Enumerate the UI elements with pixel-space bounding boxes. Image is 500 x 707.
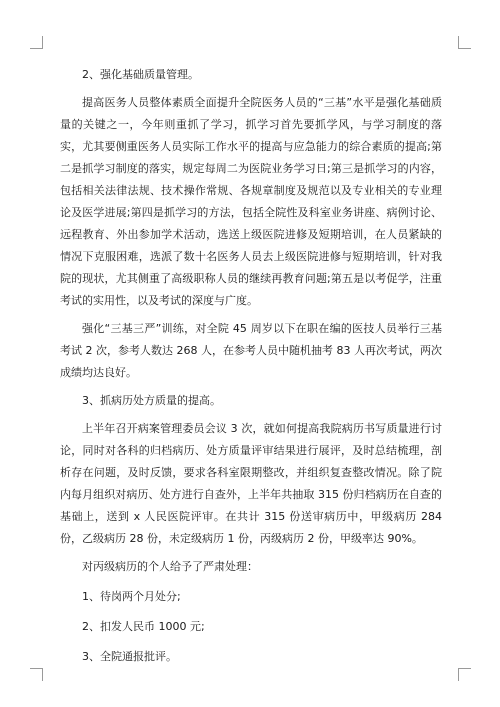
document-body — [60, 64, 442, 676]
crop-mark-bottom-right — [458, 668, 471, 681]
paragraph-three-basics-exam: 强化“三基三严”训练，对全院 45 周岁以下在职在编的医技人员举行三基考试 2 次，参考人数达 268 人，在参考人员中随机抽考 83 人再次考试，两次成绩均达良好。 — [60, 322, 442, 379]
list-item-penalty-2: 2、扣发人民币 1000 元; — [82, 620, 205, 633]
list-item-penalty-1: 1、待岗两个月处分; — [82, 590, 181, 603]
crop-mark-bottom-left — [30, 668, 43, 681]
section-heading-3: 3、抓病历处方质量的提高。 — [82, 394, 221, 407]
section-heading-2: 2、强化基础质量管理。 — [82, 68, 199, 81]
crop-mark-top-right — [458, 36, 471, 49]
paragraph-medical-records-review: 上半年召开病案管理委员会议 3 次，就如何提高我院病历书写质量进行讨论，同时对各科的归档病历、处方质量评审结果进行展评，及时总结梳理，剖析存在问题，及时反馈，要求各科室限期整改，并组织复查整改情况。除了院内每月组织对病历、处方进行自查外，上半年共抽取 315 份归档病历在自查的基础上，送到 x 人民医院评审。在共计 315 份送审病历中，甲级病历 284 份，乙级病历 28 份，未定级病历 1 份，丙级病历 2 份，甲级率达 90%。 — [60, 422, 442, 545]
list-item-penalty-3: 3、全院通报批评。 — [82, 650, 177, 663]
crop-mark-top-left — [30, 36, 43, 49]
paragraph-staff-training: 提高医务人员整体素质全面提升全院医务人员的“三基”水平是强化基础质量的关键之一，今年则重抓了学习，抓学习首先要抓学风，与学习制度的落实，尤其要侧重医务人员实际工作水平的提高与应急能力的综合素质的提高;第二是抓学习制度的落实，规定每周二为医院业务学习日;第三是抓学习的内容，包括相关法律法规、技术操作常规、各规章制度及规范以及专业相关的专业理论及医学进展;第四是抓学习的方法，包括全院性及科室业务讲座、病例讨论、远程教育、外出参加学术活动，选送上级医院进修及短期培训，在人员紧缺的情况下克服困难，选派了数十名医务人员去上级医院进修与短期培训，针对我院的现状，尤其侧重了高级职称人员的继续再教育问题;第五是以考促学，注重考试的实用性，以及考试的深度与广度。 — [60, 96, 442, 307]
paragraph-penalty-intro: 对丙级病历的个人给予了严肃处理： — [82, 560, 258, 573]
